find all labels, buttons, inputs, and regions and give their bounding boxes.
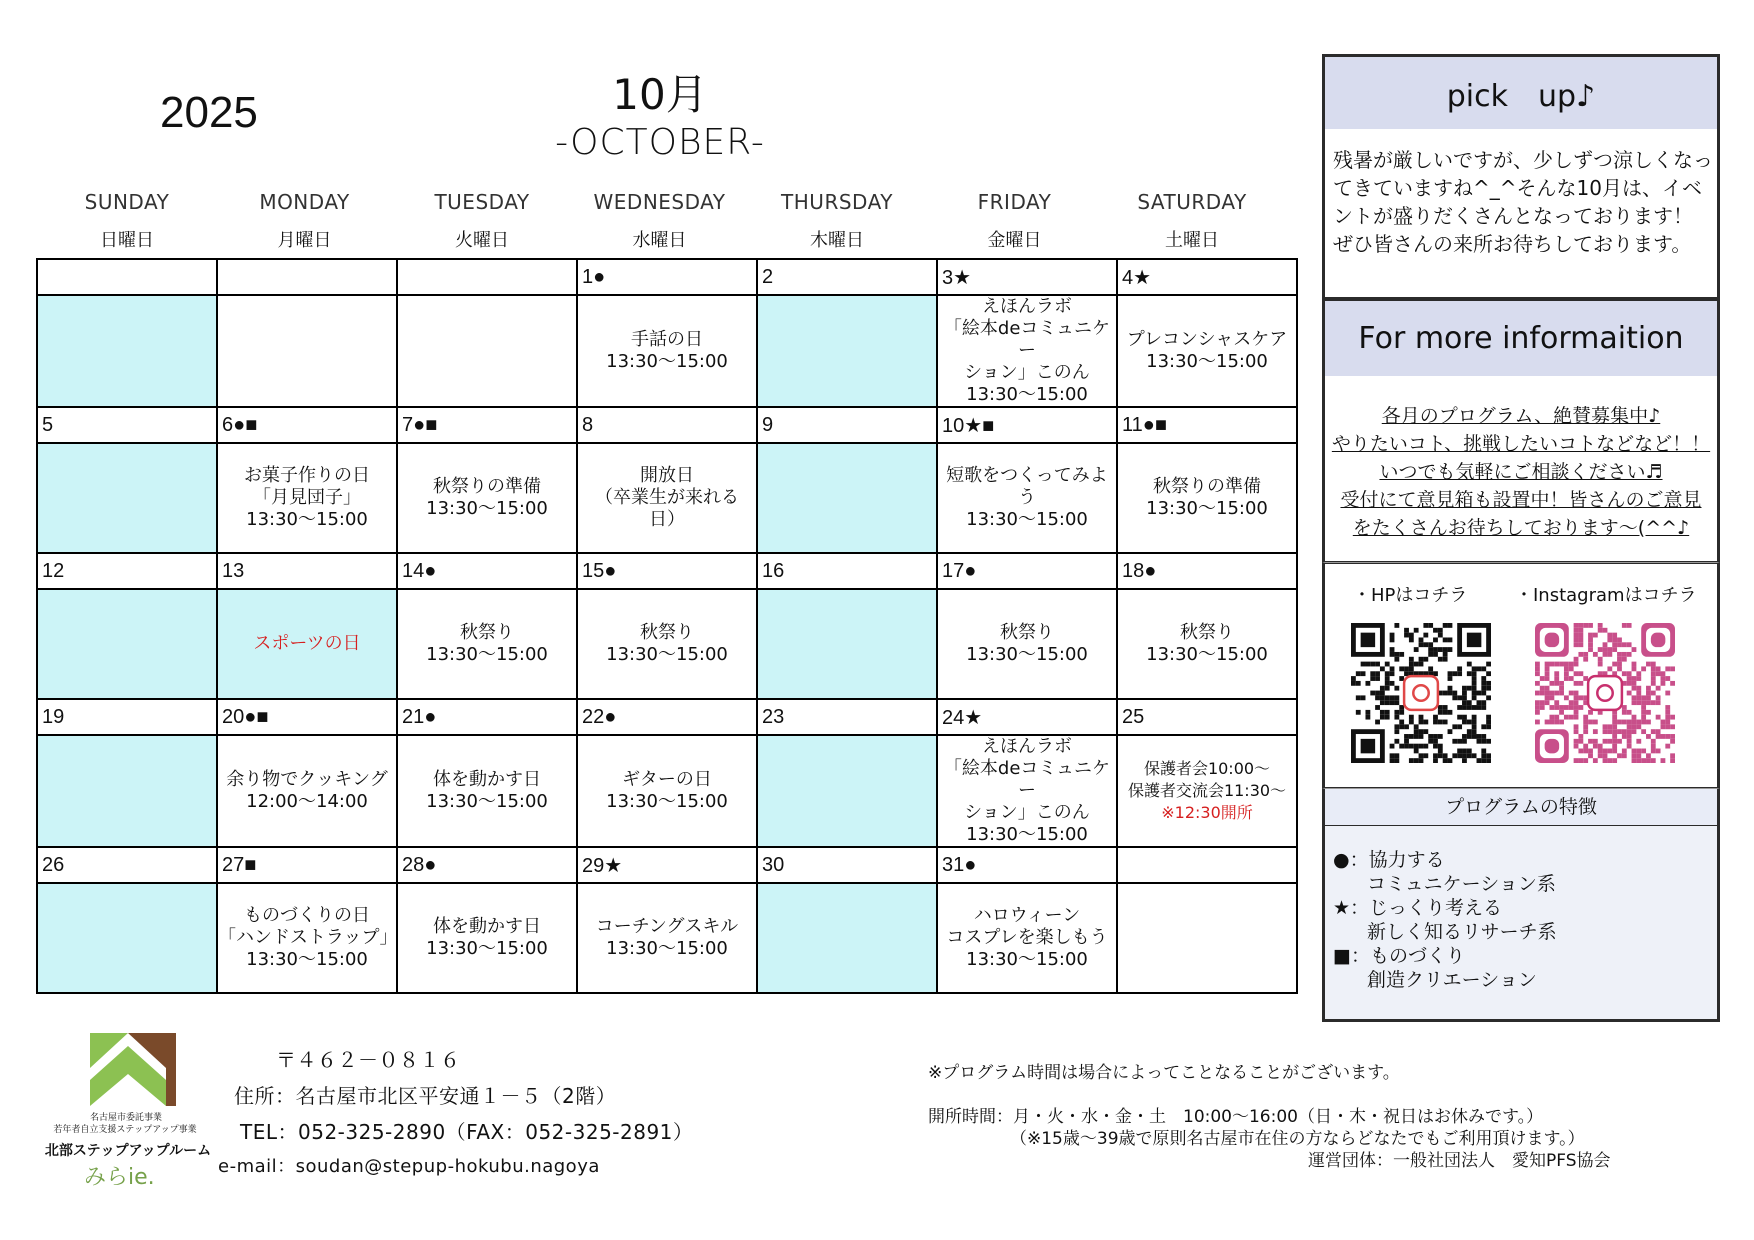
event-line: プレコンシャスケア [1126,329,1288,350]
date-cell: 30 [757,847,937,883]
date-cell: 1● [577,259,757,295]
feature-item [1333,896,1717,920]
weekday-en: SATURDAY [1137,190,1247,214]
event-cell [217,883,397,993]
closed-day-cell [757,883,937,993]
date-cell: 22● [577,699,757,735]
year: 2025 [160,88,258,137]
weekday-jp: 土曜日 [1165,230,1219,251]
event-line: 13:30～15:00 [606,938,728,959]
feature-item [1333,944,1717,968]
event-line: 13:30～15:00 [606,351,728,372]
hp-qr-code[interactable] [1351,623,1491,763]
event-line: 13:30～15:00 [246,949,368,970]
date-cell: 17● [937,553,1117,589]
date-cell: 2 [757,259,937,295]
event-line: 手話の日 [631,329,703,350]
event-cell [577,735,757,847]
event-line: ハロウィーン [973,905,1081,926]
event-cell [937,589,1117,699]
event-line: （卒業生が来れる [595,487,739,508]
info-text [1322,374,1720,564]
closed-day-cell [757,735,937,847]
date-cell: 25 [1117,699,1297,735]
feature-label: ：協力する [1349,849,1445,871]
feature-symbol: ● [1333,849,1350,871]
weekday-jp: 日曜日 [100,230,154,251]
weekday-header [926,190,1104,252]
date-row [37,407,1297,443]
event-line: ション」このん [964,802,1090,823]
date-row [37,699,1297,735]
weekday-header [38,190,216,252]
event-cell [577,589,757,699]
date-row [37,847,1297,883]
feature-symbol: ★ [1333,897,1351,919]
feature-label: ：じっくり考える [1350,897,1503,919]
event-line: 体を動かす日 [433,916,541,937]
date-cell: 7●■ [397,407,577,443]
event-line: 13:30～15:00 [426,791,548,812]
date-cell: 31● [937,847,1117,883]
event-line: 13:30～15:00 [246,509,368,530]
event-line: 13:30～15:00 [966,384,1088,405]
event-cell [397,589,577,699]
date-cell: 8 [577,407,757,443]
event-cell [1117,589,1297,699]
closed-day-cell [757,589,937,699]
info-line: 受付にて意見箱も設置中！皆さんのご意見 [1340,489,1702,511]
feature-desc: 新しく知るリサーチ系 [1367,921,1557,943]
date-cell: 3★ [937,259,1117,295]
event-line: 13:30～15:00 [966,824,1088,845]
weekday-jp: 金曜日 [987,230,1042,251]
event-line: 秋祭りの準備 [1153,476,1261,497]
date-cell: 26 [37,847,217,883]
weekday-jp: 月曜日 [277,230,332,251]
event-cell [1117,883,1297,993]
features-legend [1322,826,1720,1022]
date-cell [217,259,397,295]
date-cell: 12 [37,553,217,589]
date-cell: 23 [757,699,937,735]
event-line: 13:30～15:00 [1146,498,1268,519]
event-cell [397,735,577,847]
closed-day-cell [217,589,397,699]
month-title: 10月 [612,70,708,119]
weekday-en: FRIDAY [977,190,1052,214]
event-line: 秋祭り [1180,622,1234,643]
weekday-en: WEDNESDAY [593,190,726,214]
instagram-label: ・Instagramはコチラ [1515,585,1697,606]
event-line: 13:30～15:00 [1146,351,1268,372]
event-line: 秋祭り [640,622,694,643]
event-cell [397,883,577,993]
eligibility-note: （※15歳～39歳で原則名古屋市在住の方ならどなたでもご利用頂けます。） [1010,1129,1585,1149]
event-cell [937,443,1117,553]
weekday-en: TUESDAY [434,190,530,214]
info-line: をたくさんお待ちしております～(^^♪ [1352,517,1690,539]
closed-day-cell [757,295,937,407]
logo-name: 北部ステップアップルーム [44,1143,212,1159]
event-line: 開放日 [640,465,694,486]
event-row [37,295,1297,407]
event-cell [1117,295,1297,407]
event-line: 13:30～15:00 [966,509,1088,530]
program-time-note: ※プログラム時間は場合によってことなることがございます。 [928,1063,1400,1083]
date-cell: 18● [1117,553,1297,589]
closed-day-cell [37,883,217,993]
date-row [37,553,1297,589]
event-line: 12:00～14:00 [246,791,368,812]
info-line: 各月のプログラム、絶賛募集中♪ [1381,405,1661,427]
event-cell [577,883,757,993]
event-line: 13:30～15:00 [426,644,548,665]
weekday-en: SUNDAY [84,190,170,214]
event-line: 「絵本deコミュニケー [943,318,1111,361]
date-cell: 28● [397,847,577,883]
closed-day-cell [37,443,217,553]
event-line: コーチングスキル [595,916,739,937]
date-cell: 5 [37,407,217,443]
event-line: 13:30～15:00 [606,644,728,665]
event-cell [397,295,577,407]
feature-desc: コミュニケーション系 [1367,873,1556,895]
pickup-header [1322,54,1720,118]
date-cell: 11●■ [1117,407,1297,443]
date-row [37,259,1297,295]
weekday-header [1103,190,1281,252]
instagram-qr-code[interactable] [1535,623,1675,763]
weekday-header [571,190,749,252]
logo-brand: みらie. [84,1165,155,1190]
weekday-header [393,190,571,252]
event-line: ものづくりの日 [244,905,370,926]
event-cell [1117,735,1297,847]
event-line: 13:30～15:00 [1146,644,1268,665]
event-cell [397,443,577,553]
closed-day-cell [37,735,217,847]
opening-note: ※12:30開所 [1161,803,1253,822]
event-line: コスプレを楽しもう [946,927,1108,948]
event-cell [217,443,397,553]
date-cell [37,259,217,295]
event-line: 短歌をつくってみよう [946,465,1108,508]
event-line: 「ハンドストラップ」 [218,927,398,948]
postal-code: 〒４６２－０８１６ [276,1048,461,1072]
feature-desc: 創造クリエーション [1367,969,1537,991]
event-cell [937,735,1117,847]
event-line: 13:30～15:00 [606,791,728,812]
holiday-label: スポーツの日 [253,633,361,654]
weekday-en: THURSDAY [781,190,893,214]
event-line: 秋祭り [460,622,514,643]
weekday-jp: 木曜日 [810,230,864,251]
event-line: 「月見団子」 [253,487,361,508]
weekday-header [748,190,926,252]
hp-label: ・HPはコチラ [1353,585,1468,606]
info-header [1322,298,1720,376]
info-title: For more informaition [1325,301,1717,376]
date-cell: 24★ [937,699,1117,735]
event-line: 13:30～15:00 [426,938,548,959]
date-cell: 29★ [577,847,757,883]
logo-subtitle-2: 若年者自立支援ステップアップ事業 [53,1125,197,1135]
pickup-text: 残暑が厳しいですが、少しずつ涼しくなってきていますね^_^そんな10月は、イベントが盛りだくさんとなっております！ ぜひ皆さんの来所お待ちしております。 [1322,116,1720,300]
phone: TEL：052-325-2890（FAX：052-325-2891） [240,1120,694,1144]
operator: 運営団体：一般社団法人 愛知PFS協会 [1308,1151,1611,1171]
closed-day-cell [37,589,217,699]
event-row [37,443,1297,553]
event-cell [217,295,397,407]
event-line: 13:30～15:00 [966,644,1088,665]
date-cell: 16 [757,553,937,589]
event-row [37,883,1297,993]
date-cell: 21● [397,699,577,735]
event-line: 余り物でクッキング [226,769,388,790]
calendar-grid [36,258,1298,994]
event-line: 13:30～15:00 [966,949,1088,970]
date-cell: 19 [37,699,217,735]
date-cell: 6●■ [217,407,397,443]
event-line: 保護者交流会11:30～ [1127,781,1287,800]
feature-item [1333,848,1717,872]
event-line: えほんラボ [982,736,1072,757]
event-cell [1117,443,1297,553]
info-line: いつでも気軽にご相談ください♬ [1379,461,1663,483]
weekday-jp: 火曜日 [455,230,509,251]
event-line: 「絵本deコミュニケー [943,758,1111,801]
event-line: 13:30～15:00 [426,498,548,519]
weekday-en: MONDAY [259,190,350,214]
date-cell: 27■ [217,847,397,883]
address: 住所：名古屋市北区平安通１－５（2階） [234,1084,617,1108]
closed-day-cell [757,443,937,553]
opening-hours: 開所時間：月・火・水・金・土 10:00～16:00（日・木・祝日はお休みです。） [928,1107,1544,1127]
event-line: えほんラボ [982,296,1072,317]
pickup-title: pick up♪ [1325,57,1717,129]
weekday-jp: 水曜日 [632,230,687,251]
event-line: お菓子作りの日 [244,465,370,486]
event-line: 日） [649,509,685,530]
qr-section [1322,562,1720,790]
date-cell [397,259,577,295]
date-cell: 9 [757,407,937,443]
event-cell [937,295,1117,407]
weekday-header [216,190,394,252]
closed-day-cell [37,295,217,407]
email[interactable]: e-mail：soudan@stepup-hokubu.nagoya [218,1156,600,1177]
info-line: やりたいコト、挑戦したいコトなどなど！！ [1331,433,1711,455]
event-line: 保護者会10:00～ [1143,759,1271,778]
features-title: プログラムの特徴 [1322,788,1720,828]
date-cell: 20●■ [217,699,397,735]
event-cell [577,443,757,553]
date-cell: 14● [397,553,577,589]
event-line: 体を動かす日 [433,769,541,790]
date-cell [1117,847,1297,883]
logo-subtitle-1: 名古屋市委託事業 [90,1113,163,1123]
month-english: -OCTOBER- [555,122,765,163]
date-cell: 13 [217,553,397,589]
event-row [37,735,1297,847]
event-line: ギターの日 [622,769,712,790]
event-cell [217,735,397,847]
event-cell [937,883,1117,993]
event-line: 秋祭り [1000,622,1054,643]
date-cell: 10★■ [937,407,1117,443]
date-cell: 4★ [1117,259,1297,295]
event-line: ション」このん [964,362,1090,383]
event-cell [577,295,757,407]
feature-label: ：ものづくり [1350,945,1465,967]
event-row [37,589,1297,699]
date-cell: 15● [577,553,757,589]
event-line: 秋祭りの準備 [433,476,541,497]
feature-symbol: ■ [1333,945,1351,967]
